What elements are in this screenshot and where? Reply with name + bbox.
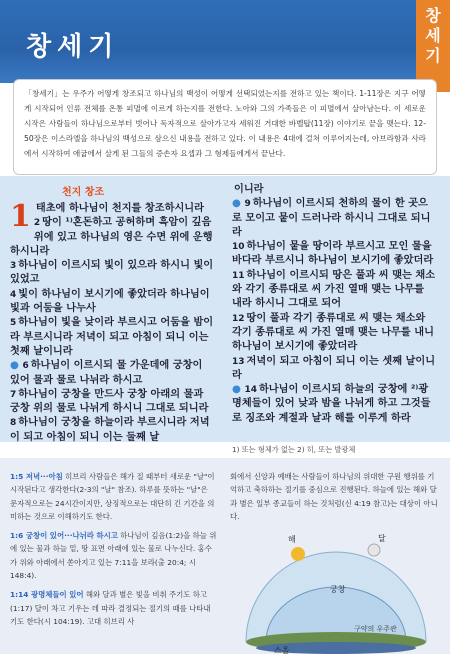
verse-text: 하나님이 이르시되 빛이 있으라 하시니 빛이 있었고 [10, 260, 214, 286]
verse-text: 하나님이 이르시되 물 가운데에 궁창이 있어 물과 물로 나뉘라 하시고 [10, 360, 203, 386]
label-sheol: 스올 [274, 646, 290, 654]
verse-text: 하나님이 궁창을 만드사 궁창 아래의 물과 궁창 위의 물로 나뉘게 하시니 그대로 되니라 [10, 388, 209, 415]
verse [232, 269, 437, 312]
verse-list-right [232, 183, 437, 426]
label-sun: 해 [288, 535, 296, 544]
study-note [10, 470, 217, 523]
note-reference[interactable]: 1:14 광명체들이 있어 [10, 590, 84, 600]
verse [232, 197, 437, 240]
verse [232, 240, 437, 269]
verse [10, 359, 215, 388]
verse [10, 259, 215, 288]
verse [10, 288, 215, 317]
footnote: 1) 또는 형체가 없는 2) 히, 또는 발광체 [232, 445, 356, 454]
verse-number: 9 [244, 199, 251, 210]
verse-number: 13 [232, 356, 245, 367]
note-marker-icon: ● [232, 198, 245, 210]
verse [232, 383, 437, 426]
note-marker-icon: ● [232, 384, 245, 396]
verse [10, 416, 215, 445]
verse-text: 하나님이 이르시되 땅은 풀과 씨 맺는 채소와 각기 종류대로 씨 가진 열매 맺는 나무를 내라 하시니 그대로 되어 [232, 269, 436, 310]
study-notes-left [10, 470, 217, 634]
verse-text: 하나님이 이르시되 천하의 물이 한 곳으로 모이고 뭍이 드러나라 하시니 그대로 되니라 [232, 198, 431, 238]
verse-text: 하나님이 이르시되 하늘의 궁창에 ²⁾광명체들이 있어 낮과 밤을 나뉘게 하고 그것들로 징조와 계절과 날과 해를 이루게 하라 [232, 384, 431, 424]
intro-text: 「창세기」는 우주가 어떻게 창조되고 하나님의 백성이 어떻게 선택되었는지를 전하고 있는 책이다. 1-11장은 지구 어떻게 시작되어 인류 전체를 온통 피멸에 이르게 하는지를 전한다. 노아와 그의 가족들은 이 피멸에서 살아남는다. 이 세로운 시작은 사람들이 하나님으로부터 벗어나 독자적으로 살아가고자 세워진 거대한 바벨탑(11장) 이야기로 끝을 맺는다. 12-50장은 이스라엘을 하나님의 백성으로 삼으신 내용을 전하고 있다. 이 내용은 4대에 걸쳐 이루어지는데, 아브라함과 사라에서 시작하여 애굽에서 살게 된 그들의 증손자 요셉과 그 형제들에게서 끝난다. [24, 89, 426, 158]
verse [10, 388, 215, 417]
label-firmament: 궁창 [330, 585, 346, 594]
study-note [10, 588, 217, 628]
verse-number: 14 [244, 385, 257, 396]
verse-number: 3 [10, 261, 17, 272]
verse-text: 태초에 하나님이 천지를 창조하시니라 [35, 203, 204, 214]
verse [232, 312, 437, 355]
verse-list-left [10, 199, 215, 445]
verse-text: 하나님이 뭍을 땅이라 부르시고 모인 물을 바다라 부르시니 하나님이 보시기에 좋았더라 [232, 241, 434, 267]
verse-number: 2 [33, 218, 41, 229]
scripture-column-right [232, 183, 437, 426]
page-header [0, 0, 450, 83]
verse-text: 땅이 ¹⁾혼돈하고 공허하며 흑암이 깊음 위에 있고 하나님의 영은 수면 위에 운행하시니라 [10, 217, 213, 257]
verse-number: 12 [232, 313, 245, 324]
verse-text: 하나님이 궁창을 하늘이라 부르시니라 저녁이 되고 아침이 되니 이는 둘째 날 [10, 417, 210, 443]
verse-text: 빛이 하나님이 보시기에 좋았더라 하나님이 빛과 어둠을 나누사 [10, 288, 210, 315]
verse-number: 8 [10, 418, 17, 429]
verse-number: 11 [232, 270, 245, 281]
note-text: 회에서 신앙과 예배는 사람들이 하나님의 위대한 구원 행위를 기억하고 축하하는 절기를 중심으로 진행된다. 하늘에 있는 해와 달과 별은 일부 종교들이 하는 것처럼(신 4:19 참고)는 대상이 아니다. [230, 472, 438, 521]
verse [10, 199, 215, 234]
moon-icon [368, 544, 380, 556]
note-text: 하나님이 깊음(1:2)을 하늘 위에 있는 물과 하늘 밑, 땅 표면 아래에 있는 물로 나누신다. 홍수가 위와 아래에서 쏟아지고 있는 7:11을 보라(출 20:4; 시 148:4). [10, 531, 217, 581]
note-text: 히브리 사람들은 해가 질 때부터 새로운 "날"이 시작된다고 생각한다(2-3의 "날" 참조). 하루를 뜻하는 "날"은 문자적으로는 24시간이지만, 상징적으로는 대단히 긴 기간을 의미하는 것으로 이해하기도 한다. [10, 472, 215, 521]
study-note [10, 529, 217, 582]
label-moon: 달 [378, 534, 386, 543]
verse-number: 4 [10, 289, 17, 300]
verse [10, 316, 215, 359]
verse-number: 10 [232, 242, 245, 253]
note-text: 해와 달과 별은 빛을 비춰 주기도 하고(1:17) 달이 차고 기우는 데 따라 결정되는 절기의 때를 나타내기도 한다(시 104:19). 고대 히브리 사 [10, 590, 211, 626]
study-notes-right [230, 470, 440, 529]
note-reference[interactable]: 1:6 궁창이 있어···나뉘라 하시고 [10, 531, 118, 541]
verse-number: 5 [10, 318, 17, 329]
verse [232, 355, 437, 384]
chapter-number: 1 [10, 199, 31, 234]
scripture-column-left [10, 183, 215, 445]
diagram-caption: 구약의 우주관 [354, 625, 397, 633]
verse-text: 땅이 풀과 각기 종류대로 씨 맺는 채소와 각기 종류대로 씨 가진 열매 맺는 나무를 내니 하나님이 보시기에 좋았더라 [232, 312, 434, 353]
verse-text: 이니라 [234, 184, 264, 195]
verse [232, 183, 437, 197]
study-note [230, 470, 440, 523]
cosmos-diagram [226, 532, 446, 654]
sun-icon [291, 547, 305, 561]
book-tab-label: 창세기 [425, 6, 441, 65]
verse-text: 저녁이 되고 아침이 되니 이는 셋째 날이니라 [232, 355, 436, 381]
note-reference[interactable]: 1:5 저녁···아침 [10, 472, 63, 481]
verse-text: 하나님이 빛을 낮이라 부르시고 어둠을 밤이라 부르시니라 저녁이 되고 아침이 되니 이는 첫째 날이니라 [10, 317, 214, 357]
note-marker-icon: ● [10, 360, 23, 372]
verse-number: 6 [22, 361, 29, 372]
book-title: 창세기 [26, 32, 120, 62]
verse [10, 216, 215, 259]
intro-box [13, 79, 437, 175]
section-title: 천지 창조 [62, 187, 105, 198]
verse-number: 7 [10, 389, 17, 400]
